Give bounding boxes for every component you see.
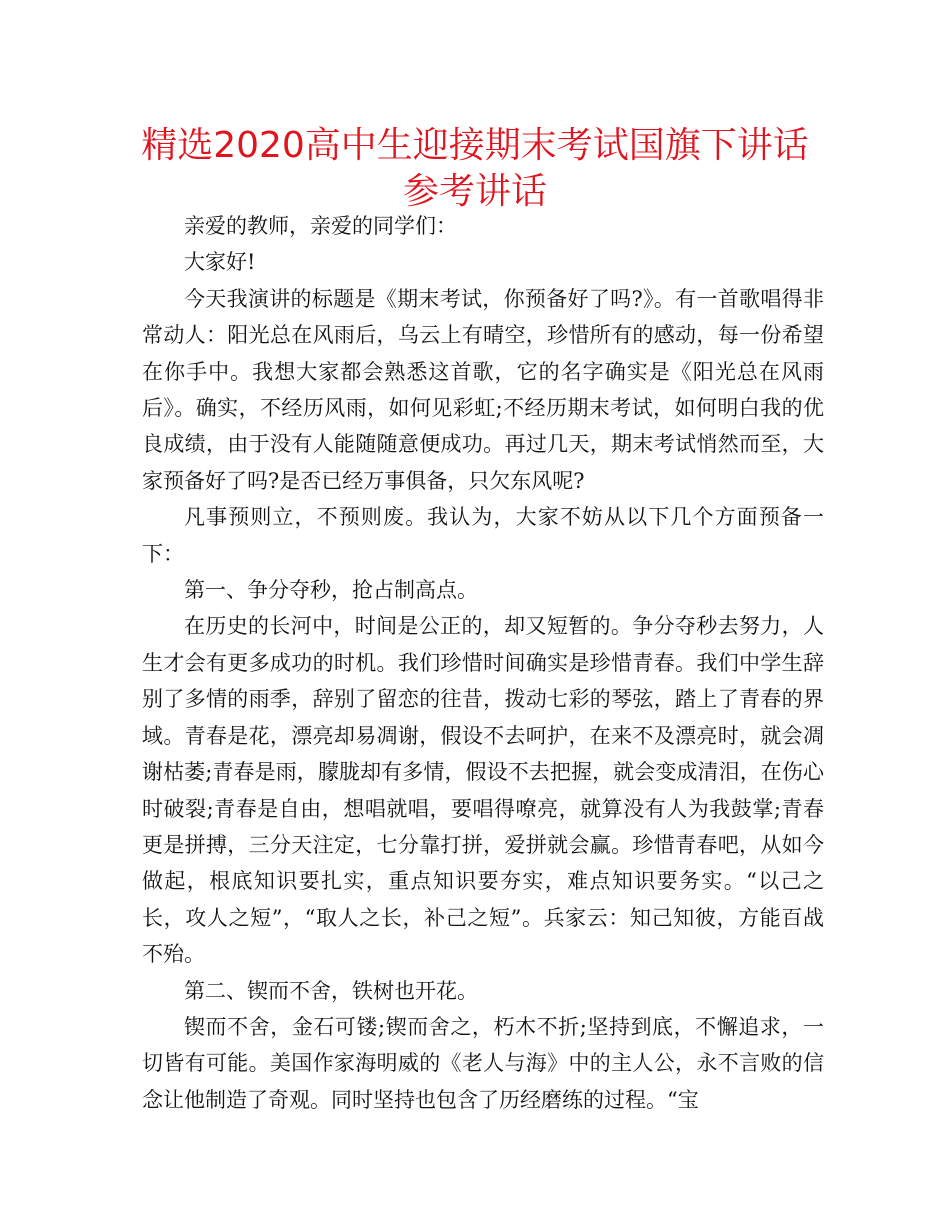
paragraph-point-1-heading: 第一、争分夺秒，抢占制高点。 [184,578,478,603]
paragraph-point-2-body: 锲而不舍，金石可镂;锲而舍之，朽木不折;坚持到底，不懈追求，一切皆有可能。美国作家海明威的《老人与海》中的主人公，永不言败的信念让他制造了奇观。同时坚持也包含了历经磨练的过程。“宝 [142,1014,824,1112]
document-body [142,208,824,1118]
paragraph-preparation: 凡事预则立，不预则废。我认为，大家不妨从以下几个方面预备一下： [142,505,824,566]
paragraph-point-1-body: 在历史的长河中，时间是公正的，却又短暂的。争分夺秒去努力，人生才会有更多成功的时机。我们珍惜时间确实是珍惜青春。我们中学生辞别了多情的雨季，辞别了留恋的往昔，拨动七彩的琴弦，踏上了青春的界域。青春是花，漂亮却易凋谢，假设不去呵护，在来不及漂亮时，就会凋谢枯萎;青春是雨，朦胧却有多情，假设不去把握，就会变成清泪，在伤心时破裂;青春是自由，想唱就唱，要唱得嘹亮，就算没有人为我鼓掌;青春更是拼搏，三分天注定，七分靠打拼，爱拼就会赢。珍惜青春吧，从如今做起，根底知识要扎实，重点知识要夯实，难点知识要务实。“以己之长，攻人之短”，“取人之长，补己之短”。兵家云：知己知彼，方能百战不殆。 [142,614,824,967]
paragraph-point-2-heading: 第二、锲而不舍，铁树也开花。 [184,978,478,1003]
paragraph-salutation: 亲爱的教师，亲爱的同学们： [184,214,457,238]
paragraph-intro: 今天我演讲的标题是《期末考试，你预备好了吗?》。有一首歌唱得非常动人：阳光总在风雨后，乌云上有晴空，珍惜所有的感动，每一份希望在你手中。我想大家都会熟悉这首歌，它的名字确实是《阳光总在风雨后》。确实，不经历风雨，如何见彩虹;不经历期末考试，如何明白我的优良成绩，由于没有人能随随意便成功。再过几天，期末考试悄然而至，大家预备好了吗?是否已经万事俱备，只欠东风呢? [142,286,824,493]
document-title-line-2: 参考讲话 [402,171,547,212]
document-title-line-1: 精选2020高中生迎接期末考试国旗下讲话 [141,125,809,166]
paragraph-greeting: 大家好! [184,250,256,275]
